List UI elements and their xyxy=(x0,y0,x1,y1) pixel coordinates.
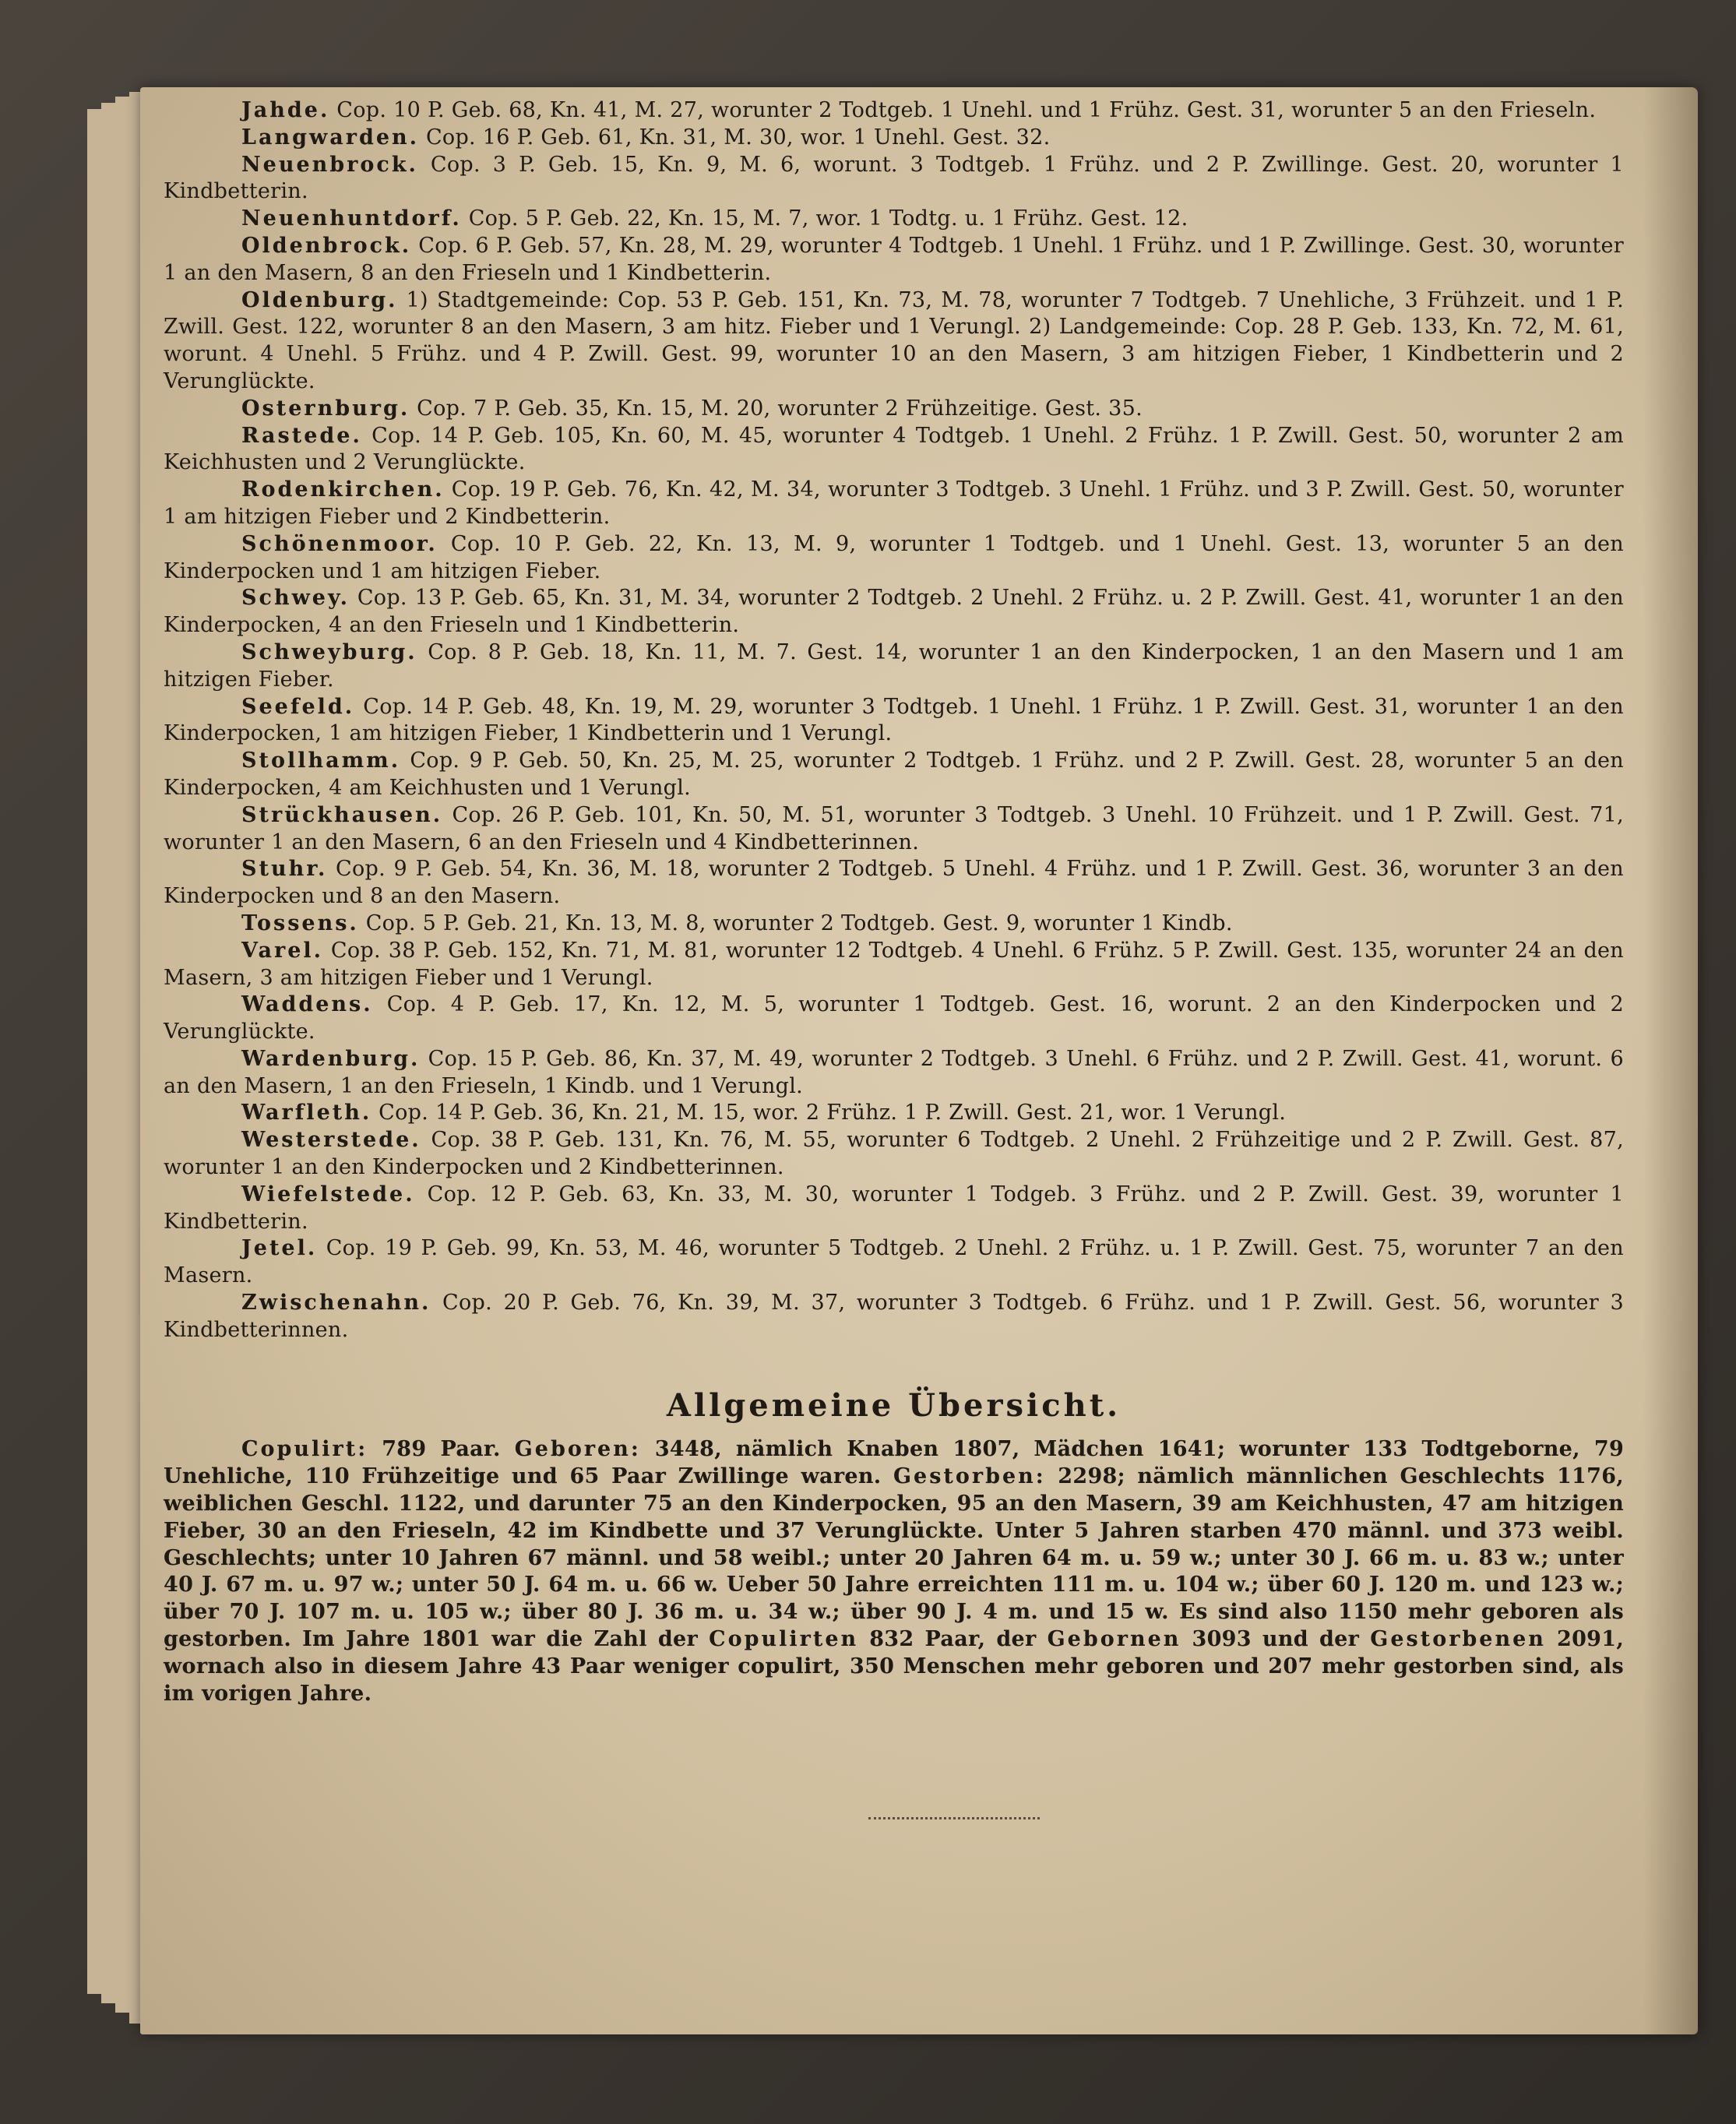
entry-tossens xyxy=(164,911,1624,938)
summary-text: 2298; nämlich männlichen Geschlechts 1176, weiblichen Geschl. 1122, und darunter 75 an den Kinderpocken, 95 an den Masern, 39 am Keichhusten, 47 am hitzigen Fieber, 30 an den Frieseln, 42 im Kindbette und 37 Verunglückte. Unter 5 Jahren starben 470 männl. und 373 weibl. Geschlechts; unter 10 Jahren 67 männl. und 58 weibl.; unter 20 Jahren 64 m. u. 59 w.; unter 30 J. 66 m. u. 83 w.; unter 40 J. 67 m. u. 97 w.; unter 50 J. 64 m. u. 66 w. Ueber 50 Jahre erreichten 111 m. u. 104 w.; über 60 J. 120 m. und 123 w.; über 70 J. 107 m. u. 105 w.; über 80 J. 36 m. u. 34 w.; über 90 J. 4 m. und 15 w. Es sind also 1150 mehr geboren als gestorben. Im Jahre 1801 war die Zahl der xyxy=(164,1464,1624,1652)
entry-text: Cop. 14 P. Geb. 105, Kn. 60, M. 45, worunter 4 Todtgeb. 1 Unehl. 2 Frühz. 1 P. Zwill. Gest. 50, worunter 2 am Keichhusten und 2 Verunglückte. xyxy=(164,423,1624,475)
place-name: Schönenmoor. xyxy=(241,531,438,556)
entry-text: Cop. 8 P. Geb. 18, Kn. 11, M. 7. Gest. 14, worunter 1 an den Kinderpocken, 1 an den Masern und 1 am hitzigen Fieber. xyxy=(164,639,1624,692)
entry-neuenhuntdorf xyxy=(164,206,1624,233)
entry-text: Cop. 9 P. Geb. 50, Kn. 25, M. 25, worunter 2 Todtgeb. 1 Frühz. und 2 P. Zwill. Gest. 28, worunter 5 an den Kinderpocken, 4 am Keichhusten und 1 Verungl. xyxy=(164,749,1624,800)
entry-text: Cop. 10 P. Geb. 68, Kn. 41, M. 27, worunter 2 Todtgeb. 1 Unehl. und 1 Frühz. Gest. 31, worunter 5 an den Frieseln. xyxy=(336,98,1597,122)
summary-keyword: Gestorben: xyxy=(893,1464,1046,1489)
entry-westerstede xyxy=(164,1127,1624,1182)
entry-text: Cop. 10 P. Geb. 22, Kn. 13, M. 9, worunter 1 Todtgeb. und 1 Unehl. Gest. 13, worunter 5 an den Kinderpocken und 1 am hitzigen Fieber. xyxy=(164,531,1624,583)
entry-text: Cop. 7 P. Geb. 35, Kn. 15, M. 20, worunter 2 Frühzeitige. Gest. 35. xyxy=(417,396,1143,421)
place-name: Jetel. xyxy=(241,1236,318,1261)
place-name: Schweyburg. xyxy=(241,639,417,664)
entry-text: Cop. 9 P. Geb. 54, Kn. 36, M. 18, worunter 2 Todtgeb. 5 Unehl. 4 Frühz. und 1 P. Zwill. Gest. 36, worunter 3 an den Kinderpocken und 8 an den Masern. xyxy=(164,857,1624,909)
entry-jetel xyxy=(164,1235,1624,1290)
entry-stuhr xyxy=(164,856,1624,911)
entry-rastede xyxy=(164,423,1624,477)
place-name: Warfleth. xyxy=(241,1101,372,1125)
summary-text: 3448, nämlich Knaben 1807, Mädchen 1641; worunter 133 Todtgeborne, 79 Unehliche, 110 Frühzeitige und 65 Paar Zwillinge waren. xyxy=(164,1437,1625,1489)
entry-text: Cop. 3 P. Geb. 15, Kn. 9, M. 6, worunt. 3 Todtgeb. 1 Frühz. und 2 P. Zwillinge. Gest. 20, worunter 1 Kindbetterin. xyxy=(164,152,1624,204)
entry-text: Cop. 14 P. Geb. 48, Kn. 19, M. 29, worunter 3 Todtgeb. 1 Unehl. 1 Frühz. 1 P. Zwill. Gest. 31, worunter 1 an den Kinderpocken, 1 am hitzigen Fieber, 1 Kindbetterin und 1 Verungl. xyxy=(164,694,1624,746)
entry-strueckhausen xyxy=(164,802,1624,857)
entry-warfleth xyxy=(164,1100,1624,1127)
entry-text: Cop. 15 P. Geb. 86, Kn. 37, M. 49, worunter 2 Todtgeb. 3 Unehl. 6 Frühz. und 2 P. Zwill. Gest. 41, worunt. 6 an den Masern, 1 an den Frieseln, 1 Kindb. und 1 Verungl. xyxy=(164,1046,1624,1098)
entry-oldenbrock xyxy=(164,233,1624,287)
place-name: Rodenkirchen. xyxy=(241,477,445,502)
entry-text: Cop. 5 P. Geb. 21, Kn. 13, M. 8, worunter 2 Todtgeb. Gest. 9, worunter 1 Kindb. xyxy=(365,911,1233,935)
place-name: Neuenbrock. xyxy=(241,152,418,177)
place-name: Jahde. xyxy=(241,98,330,122)
summary-text: 789 Paar. xyxy=(382,1437,501,1462)
summary-text: 3093 und der xyxy=(1192,1627,1360,1652)
place-name: Tossens. xyxy=(241,911,359,935)
place-name: Strückhausen. xyxy=(241,802,443,827)
place-name: Zwischenahn. xyxy=(241,1291,431,1316)
entry-text: Cop. 4 P. Geb. 17, Kn. 12, M. 5, worunter 1 Todtgeb. Gest. 16, worunt. 2 an den Kinderpocken und 2 Verunglückte. xyxy=(164,992,1625,1044)
entry-text: Cop. 13 P. Geb. 65, Kn. 31, M. 34, worunter 2 Todtgeb. 2 Unehl. 2 Frühz. u. 2 P. Zwill. Gest. 41, worunter 1 an den Kinderpocken, 4 an den Frieseln und 1 Kindbetterin. xyxy=(164,586,1625,638)
entry-text: Cop. 26 P. Geb. 101, Kn. 50, M. 51, worunter 3 Todtgeb. 3 Unehl. 10 Frühzeit. und 1 P. Zwill. Gest. 71, worunter 1 an den Masern, 6 an den Frieseln und 4 Kindbetterinnen. xyxy=(164,802,1624,854)
entry-schoenenmoor xyxy=(164,531,1624,586)
summary-keyword: Geboren: xyxy=(514,1437,641,1462)
entry-oldenburg xyxy=(164,287,1624,396)
summary-keyword: Copulirt: xyxy=(241,1437,368,1462)
place-name: Wiefelstede. xyxy=(241,1182,415,1206)
page-text xyxy=(164,97,1624,1707)
entry-langwarden xyxy=(164,125,1624,152)
entry-text: Cop. 12 P. Geb. 63, Kn. 33, M. 30, worunter 1 Todgeb. 3 Frühz. und 2 P. Zwill. Gest. 39, worunter 1 Kindbetterin. xyxy=(164,1182,1625,1234)
place-name: Neuenhuntdorf. xyxy=(241,206,462,231)
place-name: Stollhamm. xyxy=(241,749,401,773)
end-ornament-rule xyxy=(868,1817,1040,1819)
place-name: Westerstede. xyxy=(241,1128,421,1153)
place-name: Langwarden. xyxy=(241,125,420,150)
summary-text: 832 Paar, der xyxy=(869,1627,1037,1652)
entry-waddens xyxy=(164,992,1624,1046)
summary-keyword: Gebornen xyxy=(1047,1627,1181,1652)
section-title: Allgemeine Übersicht. xyxy=(666,1386,1122,1424)
entry-text: Cop. 20 P. Geb. 76, Kn. 39, M. 37, worunter 3 Todtgeb. 6 Frühz. und 1 P. Zwill. Gest. 56, worunter 3 Kindbetterinnen. xyxy=(164,1291,1624,1342)
entry-seefeld xyxy=(164,694,1624,749)
place-name: Wardenburg. xyxy=(241,1046,421,1071)
place-name: Seefeld. xyxy=(241,694,355,719)
entry-stollhamm xyxy=(164,748,1624,802)
place-name: Rastede. xyxy=(241,423,362,448)
entry-text: Cop. 38 P. Geb. 131, Kn. 76, M. 55, worunter 6 Todtgeb. 2 Unehl. 2 Frühzeitige und 2 P. Zwill. Gest. 87, worunter 1 an den Kinderpocken und 2 Kindbetterinnen. xyxy=(164,1128,1624,1180)
summary-text: 2091, wornach also in diesem Jahre 43 Paar weniger copulirt, 350 Menschen mehr geboren und 207 mehr gestorben sind, als im vorigen Jahre. xyxy=(164,1627,1625,1706)
entry-text: Cop. 19 P. Geb. 76, Kn. 42, M. 34, worunter 3 Todtgeb. 3 Unehl. 1 Frühz. und 3 P. Zwill. Gest. 50, worunter 1 am hitzigen Fieber und 2 Kindbetterin. xyxy=(164,477,1625,529)
entry-schwey xyxy=(164,585,1624,639)
place-name: Osternburg. xyxy=(241,396,410,421)
place-name: Waddens. xyxy=(241,992,373,1017)
place-name: Stuhr. xyxy=(241,857,328,882)
entry-wiefelstede xyxy=(164,1182,1624,1236)
summary-paragraph xyxy=(164,1436,1624,1707)
entry-text: Cop. 5 P. Geb. 22, Kn. 15, M. 7, wor. 1 Todtg. u. 1 Frühz. Gest. 12. xyxy=(468,206,1188,231)
entry-zwischenahn xyxy=(164,1290,1624,1344)
entry-text: 1) Stadtgemeinde: Cop. 53 P. Geb. 151, Kn. 73, M. 78, worunter 7 Todtgeb. 7 Unehliche, 3 Frühzeit. und 1 P. Zwill. Gest. 122, worunter 8 an den Masern, 3 am hitz. Fieber und 1 Verungl. 2) Landgemeinde: Cop. 28 P. Geb. 133, Kn. 72, M. 61, worunt. 4 Unehl. 5 Frühz. und 4 P. Zwill. Gest. 99, worunter 10 an den Masern, 3 am hitzigen Fieber, 1 Kindbetterin und 2 Verunglückte. xyxy=(164,287,1624,393)
place-name: Varel. xyxy=(241,938,324,963)
entry-text: Cop. 19 P. Geb. 99, Kn. 53, M. 46, worunter 5 Todtgeb. 2 Unehl. 2 Frühz. u. 1 P. Zwill. Gest. 75, worunter 7 an den Masern. xyxy=(164,1236,1624,1288)
place-name: Schwey. xyxy=(241,586,350,611)
entry-schweyburg xyxy=(164,639,1624,694)
page-gutter-shadow xyxy=(1643,87,1698,2034)
entry-jahde xyxy=(164,97,1624,125)
entry-osternburg xyxy=(164,396,1624,423)
entry-text: Cop. 14 P. Geb. 36, Kn. 21, M. 15, wor. 2 Frühz. 1 P. Zwill. Gest. 21, wor. 1 Verungl. xyxy=(379,1101,1287,1125)
entry-text: Cop. 16 P. Geb. 61, Kn. 31, M. 30, wor. 1 Unehl. Gest. 32. xyxy=(425,125,1051,150)
summary-keyword: Gestorbenen xyxy=(1370,1627,1546,1652)
place-name: Oldenbrock. xyxy=(241,233,412,258)
entry-wardenburg xyxy=(164,1046,1624,1101)
entry-neuenbrock xyxy=(164,152,1624,206)
entry-text: Cop. 6 P. Geb. 57, Kn. 28, M. 29, worunter 4 Todtgeb. 1 Unehl. 1 Frühz. und 1 P. Zwillinge. Gest. 30, worunter 1 an den Masern, 8 an den Frieseln und 1 Kindbetterin. xyxy=(164,233,1624,285)
place-name: Oldenburg. xyxy=(241,287,398,312)
entry-rodenkirchen xyxy=(164,477,1624,531)
summary-keyword: Copulirten xyxy=(709,1627,859,1652)
entry-text: Cop. 38 P. Geb. 152, Kn. 71, M. 81, worunter 12 Todtgeb. 4 Unehl. 6 Frühz. 5 P. Zwill. Gest. 135, worunter 24 an den Masern, 3 am hitzigen Fieber und 1 Verungl. xyxy=(164,938,1624,990)
entry-varel xyxy=(164,938,1624,992)
